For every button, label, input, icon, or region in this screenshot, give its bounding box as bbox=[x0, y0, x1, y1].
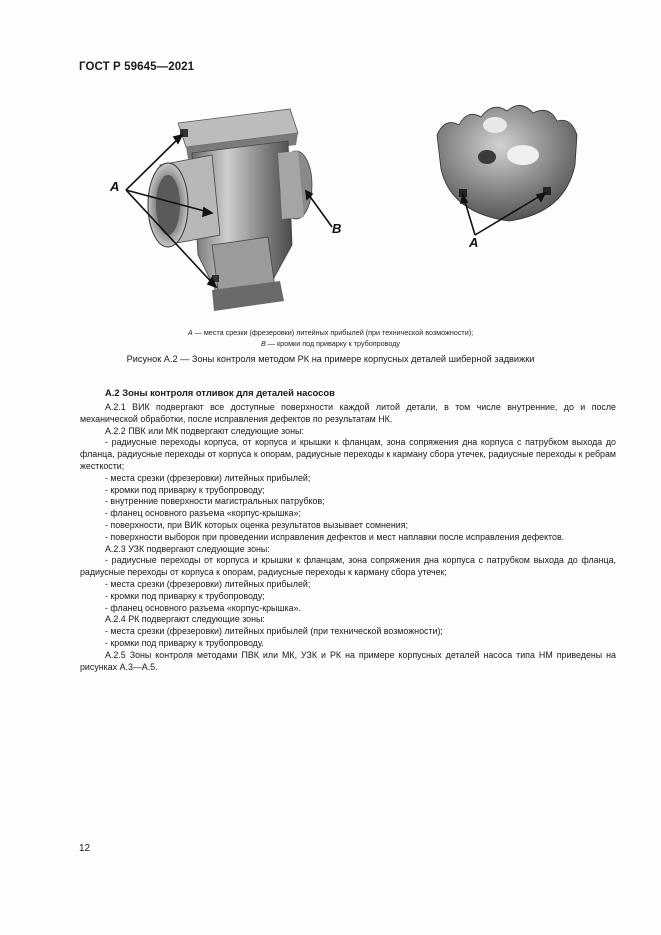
section-body bbox=[80, 402, 616, 673]
legend-key-a: А bbox=[187, 328, 193, 337]
paragraph: А.2.5 Зоны контроля методами ПВК или МК, УЗК и РК на примере корпусных деталей насоса типа НМ приведены на рисунках А.3—А.5. bbox=[80, 649, 616, 672]
paragraph: А.2.2 ПВК или МК подвергают следующие зоны: bbox=[105, 425, 304, 436]
label-a-right: А bbox=[469, 235, 479, 250]
document-header: ГОСТ Р 59645—2021 bbox=[79, 61, 195, 73]
list-item: - поверхности выборок при проведении исправления дефектов и мест наплавки после исправления дефектов. bbox=[105, 531, 565, 542]
list-item: - внутренние поверхности магистральных патрубков; bbox=[105, 496, 325, 507]
valve-body-illustration bbox=[148, 109, 312, 311]
paragraph: А.2.3 УЗК подвергают следующие зоны: bbox=[105, 543, 270, 554]
figure-legend-line-2 bbox=[0, 338, 661, 349]
list-item: - кромки под приварку к трубопроводу. bbox=[105, 637, 264, 648]
valve-cover-figure bbox=[425, 95, 595, 255]
list-item: - места срезки (фрезеровки) литейных прибылей (при технической возможности); bbox=[105, 626, 443, 637]
figure-caption: Рисунок А.2 — Зоны контроля методом РК на примере корпусных деталей шиберной задвижки bbox=[126, 354, 535, 364]
list-item: - фланец основного разъема «корпус-крышка». bbox=[105, 602, 301, 613]
label-b: В bbox=[332, 221, 342, 236]
valve-body-figure bbox=[100, 95, 360, 320]
list-item: - фланец основного разъема «корпус-крышка»; bbox=[105, 508, 301, 519]
legend-key-b: В bbox=[261, 339, 266, 348]
section-title: А.2 Зоны контроля отливок для деталей насосов bbox=[105, 387, 335, 398]
paragraph: А.2.4 РК подвергают следующие зоны: bbox=[105, 614, 265, 625]
label-a-left: А bbox=[110, 179, 120, 194]
page-number: 12 bbox=[79, 843, 91, 854]
list-item: - радиусные переходы корпуса, от корпуса и крышки к фланцам, зона сопряжения дна корпуса с патрубком выхода до фланца, радиусные переходы от корпуса к опорам, радиусные переходы к карману сбора утечек, радиусные переходы к ребрам жесткости; bbox=[80, 437, 616, 471]
legend-text-a: — места срезки (фрезеровки) литейных прибылей (при технической возможности); bbox=[194, 328, 474, 337]
legend-text-b: — кромки под приварку к трубопроводу bbox=[267, 339, 400, 348]
list-item: - кромки под приварку к трубопроводу; bbox=[105, 590, 265, 601]
list-item: - радиусные переходы от корпуса и крышки к фланцам, зона сопряжения дна корпуса с патрубком выхода до фланца, радиусные переходы от корпуса к опорам, радиусные переходы к карману сбора утечек; bbox=[80, 555, 616, 578]
valve-cover-illustration bbox=[437, 105, 577, 221]
figure-legend-line-1 bbox=[0, 327, 661, 338]
list-item: - поверхности, при ВИК которых оценка результатов вызывает сомнения; bbox=[105, 519, 408, 530]
paragraph: А.2.1 ВИК подвергают все доступные поверхности каждой литой детали, в том числе внутренние, до и после механической обработки, после исправления дефектов по результатам НК. bbox=[80, 402, 616, 424]
list-item: - места срезки (фрезеровки) литейных прибылей; bbox=[105, 578, 311, 589]
list-item: - места срезки (фрезеровки) литейных прибылей; bbox=[105, 472, 311, 483]
list-item: - кромки под приварку к трубопроводу; bbox=[105, 484, 265, 495]
